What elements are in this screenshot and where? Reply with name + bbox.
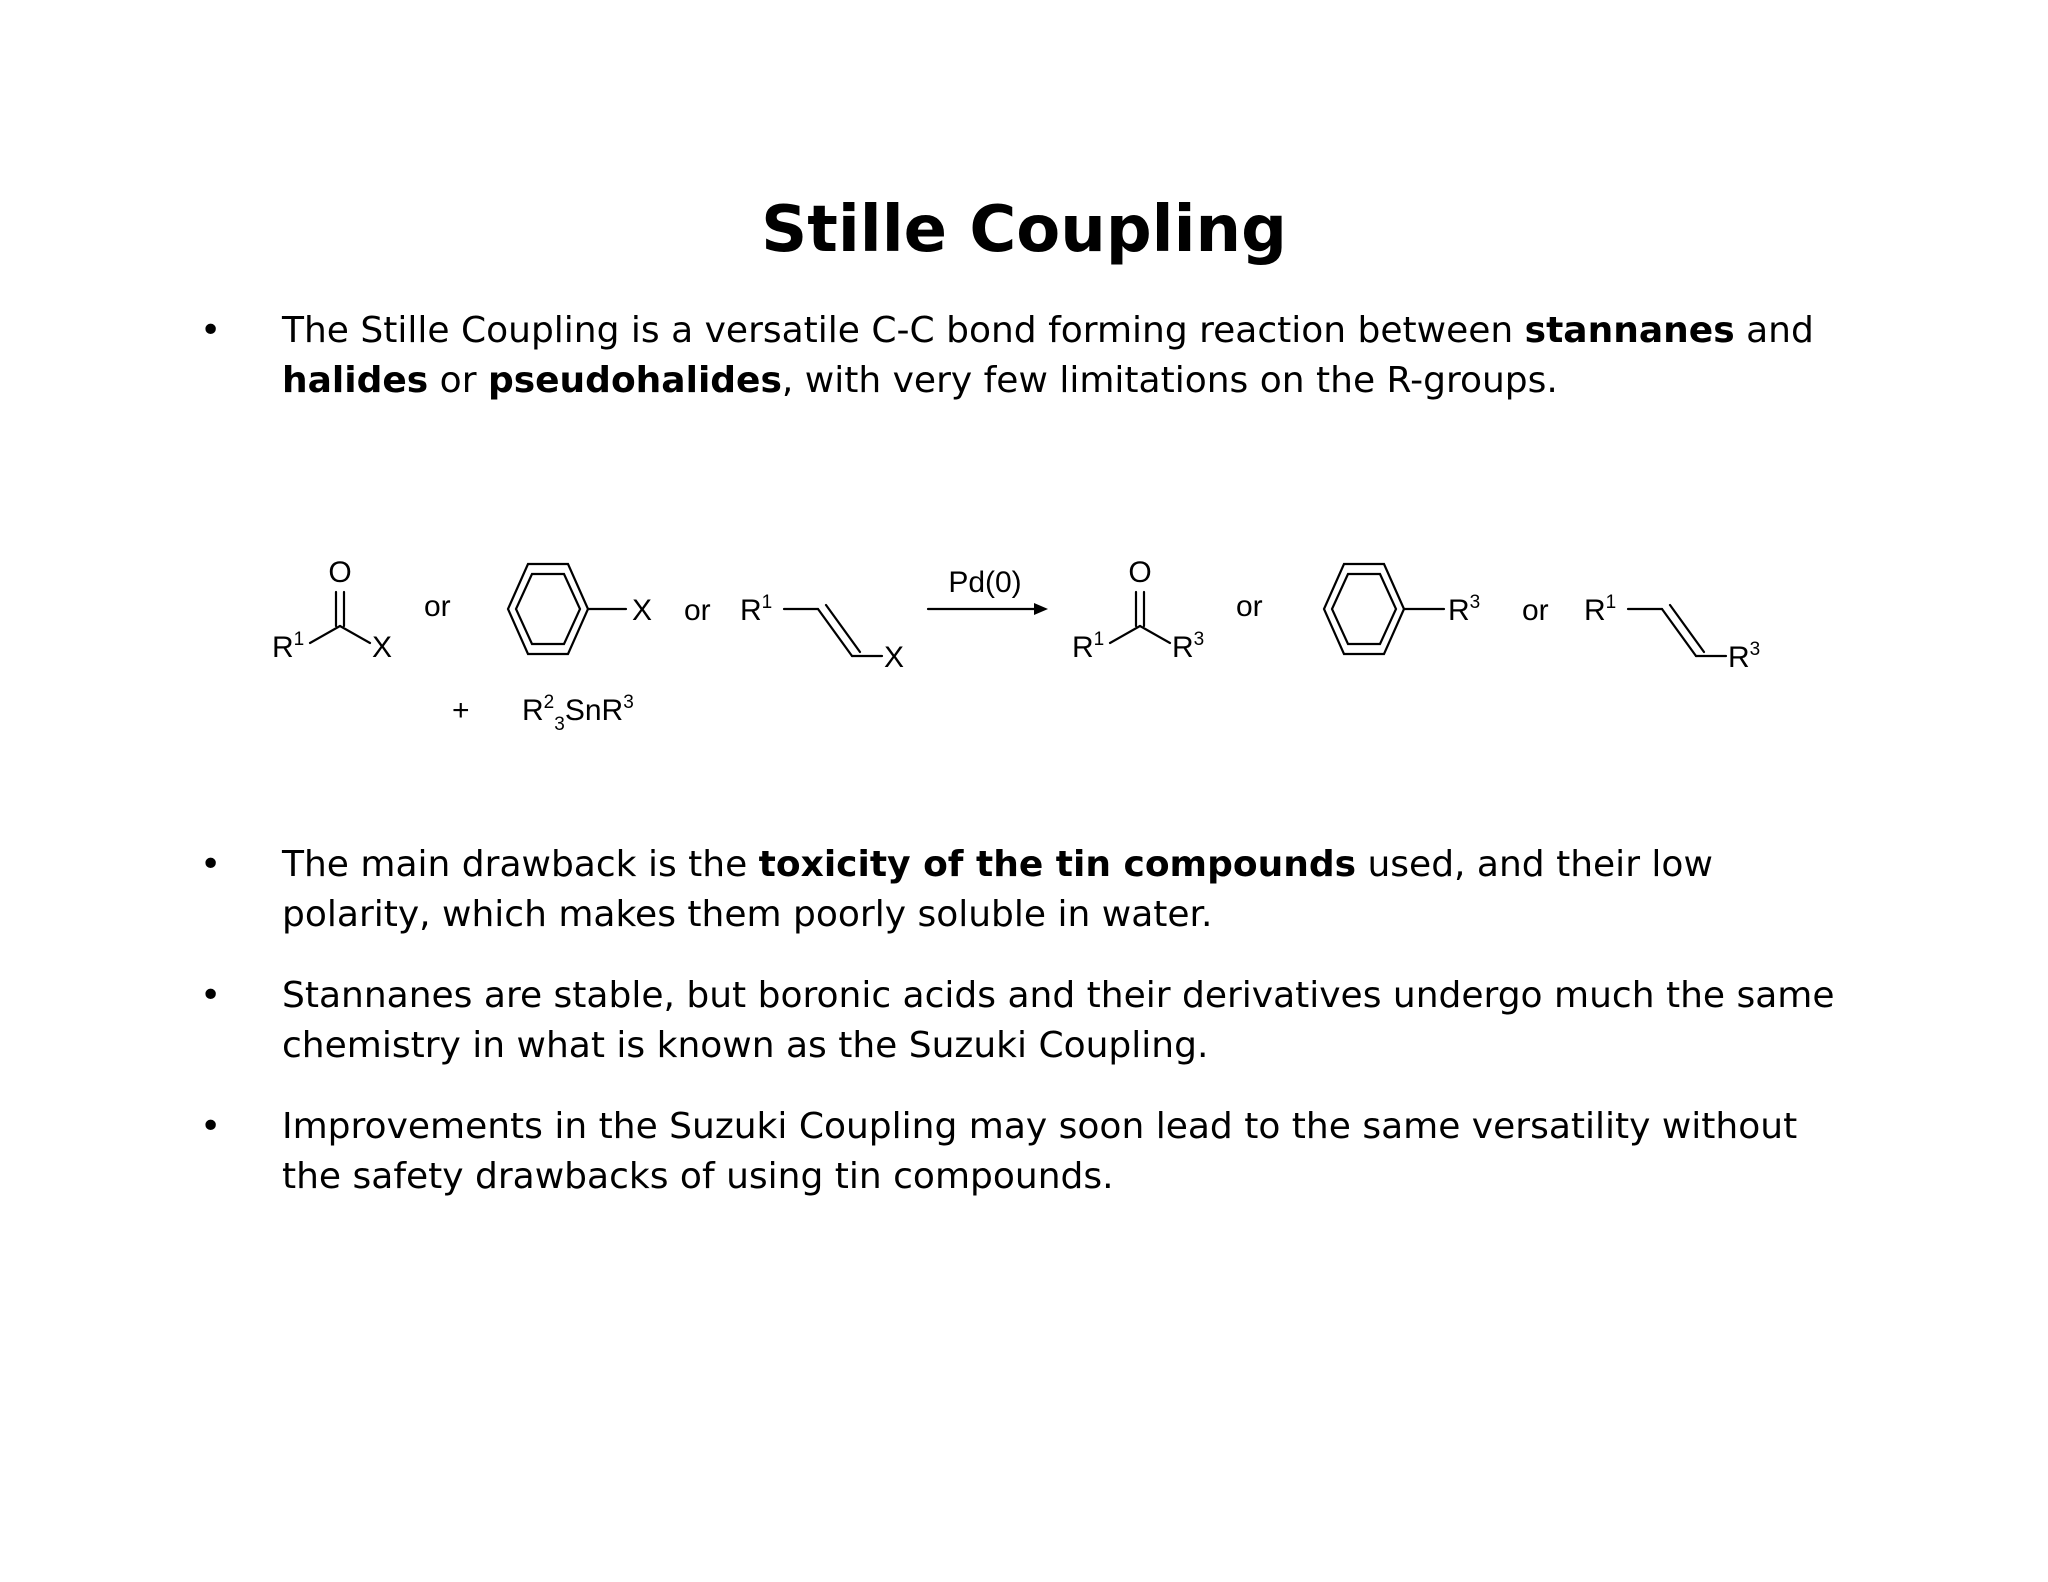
bullet-marker: • <box>200 1106 222 1147</box>
reaction-scheme <box>0 520 2048 780</box>
oxygen-label: O <box>1128 556 1152 589</box>
stannane-reagent: $R^2_3SnR^3$ <box>522 692 634 735</box>
bullet-marker: • <box>200 975 222 1016</box>
bullet-segment: or <box>428 360 488 401</box>
r3-label: $R^3$ <box>1728 639 1761 674</box>
bullet-segment: Stannanes are stable, but boronic acids and their derivatives undergo much the same chemistry in what is known as the Suzuki Coupling. <box>282 975 1835 1066</box>
catalyst-label: Pd(0) <box>948 566 1022 599</box>
or-label: or <box>1522 594 1549 627</box>
r1-label: $R^1$ <box>1584 592 1617 627</box>
bullet-segment: The Stille Coupling is a versatile C-C bond forming reaction between <box>282 310 1525 351</box>
bullet-segment: , with very few limitations on the R-groups. <box>781 360 1558 401</box>
r3-label: $R^3$ <box>1448 592 1481 627</box>
oxygen-label: O <box>328 556 352 589</box>
halide-x-label: X <box>372 631 393 664</box>
reaction-arrow <box>928 603 1048 615</box>
bullet-marker: • <box>200 310 222 351</box>
slide-title: Stille Coupling <box>761 193 1287 267</box>
bullet-text <box>282 1102 1842 1202</box>
bullet-segment-bold: toxicity of the tin compounds <box>758 844 1357 885</box>
r1-label: $R^1$ <box>740 592 773 627</box>
bullet-segment-bold: stannanes <box>1524 310 1735 351</box>
bullet-segment: Improvements in the Suzuki Coupling may soon lead to the same versatility without the safety drawbacks of using tin compounds. <box>282 1106 1798 1197</box>
or-label: or <box>424 590 451 623</box>
bullet-segment-bold: pseudohalides <box>487 360 782 401</box>
bullet-text <box>282 971 1842 1071</box>
vinyl-halide-structure <box>784 605 882 656</box>
acyl-halide-structure <box>310 592 370 643</box>
aryl-halide-structure <box>508 564 626 654</box>
r1-label: $R^1$ <box>1072 629 1105 664</box>
bullet-text <box>282 840 1842 940</box>
r1-label: $R^1$ <box>272 629 305 664</box>
halide-x-label: X <box>884 641 905 674</box>
ketone-product-structure <box>1110 592 1170 643</box>
bullet-segment-bold: halides <box>282 360 429 401</box>
bullet-text <box>282 306 1842 406</box>
or-label: or <box>1236 590 1263 623</box>
aryl-product-structure <box>1324 564 1444 654</box>
bullet-segment: and <box>1734 310 1814 351</box>
bullet-marker: • <box>200 844 222 885</box>
or-label: or <box>684 594 711 627</box>
r3-label: $R^3$ <box>1172 629 1205 664</box>
vinyl-product-structure <box>1628 605 1726 656</box>
plus-sign: + <box>452 694 470 727</box>
bullet-segment: The main drawback is the <box>282 844 759 885</box>
halide-x-label: X <box>632 594 653 627</box>
bullet-segment: used, and their low polarity, which makes them poorly soluble in water. <box>282 844 1713 935</box>
